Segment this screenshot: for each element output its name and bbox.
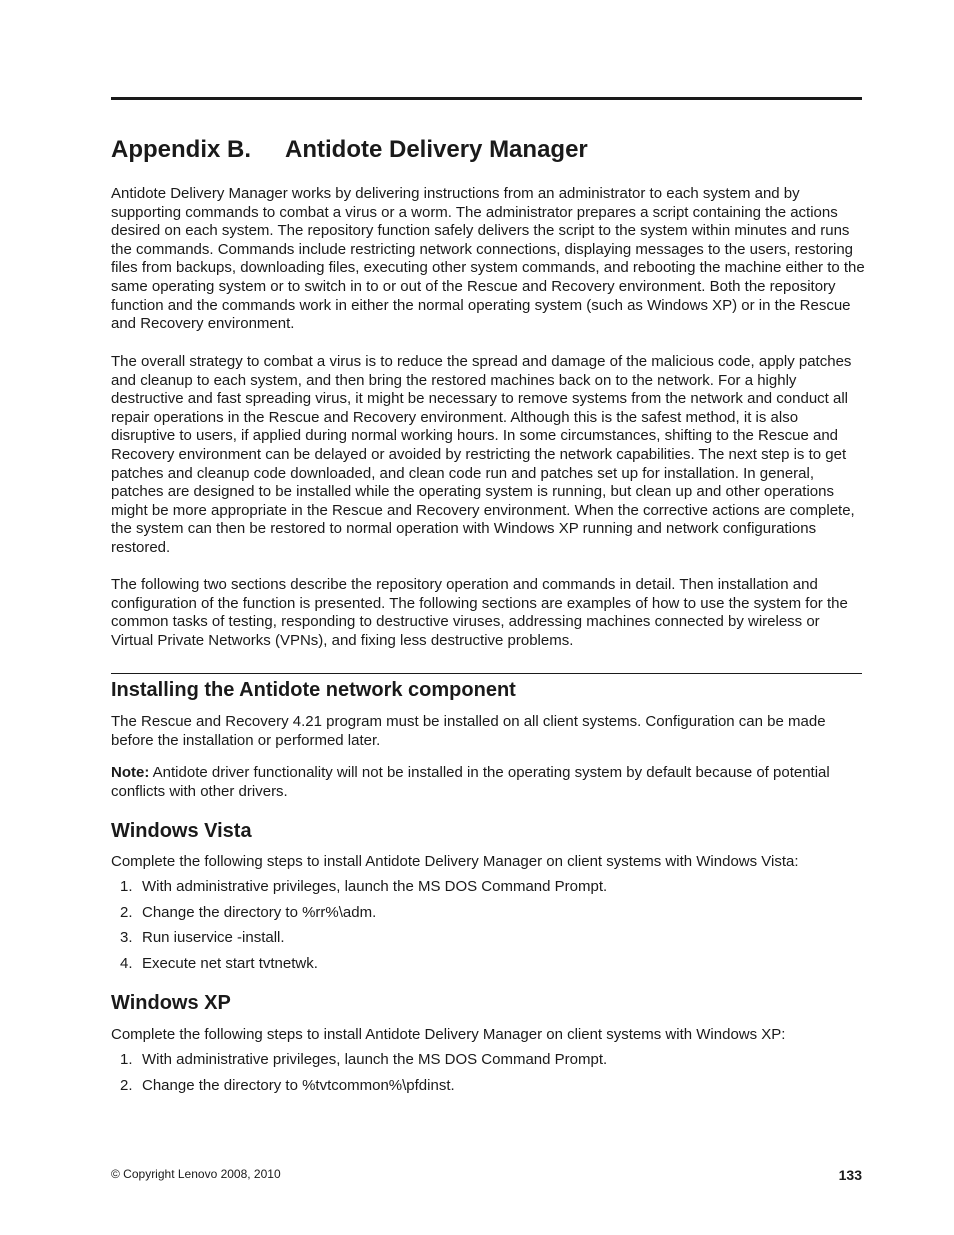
- step-text: Execute net start tvtnetwk.: [142, 954, 318, 972]
- note-text: Antidote driver functionality will not be installed in the operating system by default because of potential conflicts with other drivers.: [111, 764, 830, 800]
- step-text: With administrative privileges, launch the MS DOS Command Prompt.: [142, 878, 608, 895]
- step-number: 3.: [120, 929, 133, 946]
- step-number: 1.: [120, 878, 133, 895]
- install-section-heading: Installing the Antidote network component: [111, 679, 516, 701]
- document-page: [111, 0, 865, 1235]
- step-text: Run iuservice -install.: [142, 929, 285, 946]
- chapter-label: Appendix B.: [111, 136, 252, 163]
- step-number: 2.: [120, 1076, 133, 1094]
- step-text: Change the directory to %tvtcommon%\pfdinst.: [142, 1076, 455, 1094]
- vista-intro: Complete the following steps to install Antidote Delivery Manager on client systems with Windows Vista:: [111, 853, 799, 870]
- chapter-name: Antidote Delivery Manager: [285, 136, 588, 163]
- step-text: With administrative privileges, launch the MS DOS Command Prompt.: [142, 1051, 608, 1068]
- vista-step: [111, 878, 862, 904]
- note-label: Note:: [111, 764, 150, 781]
- vista-step: [111, 904, 862, 930]
- step-number: 1.: [120, 1051, 133, 1068]
- intro-paragraph-2: The overall strategy to combat a virus is to reduce the spread and damage of the malicious code, apply patches and cleanup to each system, and then bring the restored machines back on to the network. For a highly destructive and fast spreading virus, it might be necessary to remove systems from the network and conduct all repair operations in the Rescue and Recovery environment. Although this is the safest method, it is also disruptive to users, if applied during normal working hours. In some circumstances, shifting to the Rescue and Recovery environment can be delayed or avoided by restricting the network capabilities. The next step is to get patches and cleanup code downloaded, and clean code run and patches set up for installation. In general, patches are designed to be installed while the operating system is running, but clean up and other operations might be more appropriate in the Rescue and Recovery environment. When the corrective actions are complete, the system can then be restored to normal operation with Windows XP running and network configurations restored.: [111, 353, 855, 556]
- section-rule: [111, 673, 862, 674]
- chapter-title: [111, 134, 588, 166]
- intro-paragraph-1: Antidote Delivery Manager works by delivering instructions from an administrator to each system and by supporting commands to combat a virus or a worm. The administrator prepares a script containing the actions desired on each system. The repository function safely delivers the script to the system within minutes and runs the commands. Commands include restricting network connections, displaying messages to the users, restoring files from backups, downloading files, executing other system commands, and rebooting the machine either to the same operating system or to switch in to or out of the Rescue and Recovery environment. Both the repository function and the commands work in either the normal operating system (such as Windows XP) or in the Rescue and Recovery environment.: [111, 185, 865, 333]
- step-text: Change the directory to %rr%\adm.: [142, 903, 377, 921]
- vista-steps-list: [111, 878, 862, 980]
- xp-steps-list: [111, 1051, 862, 1102]
- xp-intro: Complete the following steps to install Antidote Delivery Manager on client systems with Windows XP:: [111, 1026, 786, 1043]
- footer-copyright: © Copyright Lenovo 2008, 2010: [111, 1167, 281, 1181]
- install-note: [111, 764, 866, 801]
- install-paragraph: The Rescue and Recovery 4.21 program must be installed on all client systems. Configuration can be made before the installation or performed later.: [111, 713, 826, 749]
- intro-paragraph-3: The following two sections describe the repository operation and commands in detail. Then installation and configuration of the function is presented. The following sections are examples of how to use the system for the common tasks of testing, responding to destructive viruses, addressing machines connected by wireless or Virtual Private Networks (VPNs), and fixing less destructive problems.: [111, 576, 848, 649]
- xp-step: [111, 1077, 862, 1103]
- footer-page-number: 133: [838, 1167, 862, 1183]
- vista-section-heading: Windows Vista: [111, 820, 252, 842]
- vista-step: [111, 929, 862, 955]
- xp-section-heading: Windows XP: [111, 992, 231, 1014]
- vista-step: [111, 955, 862, 981]
- xp-step: [111, 1051, 862, 1077]
- step-number: 2.: [120, 903, 133, 921]
- step-number: 4.: [120, 954, 133, 972]
- chapter-top-rule: [111, 97, 862, 100]
